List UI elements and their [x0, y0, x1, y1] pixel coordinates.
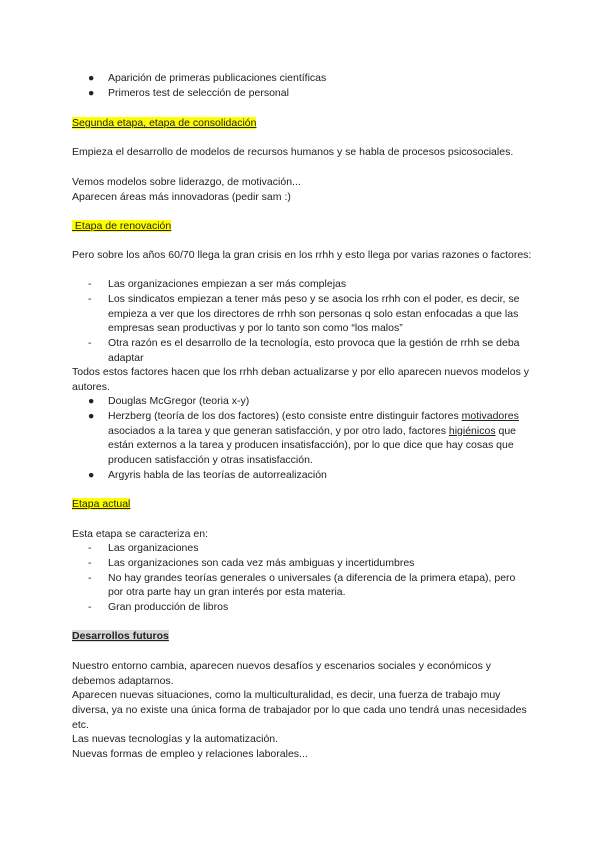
dash-marker: - [88, 542, 92, 554]
list-item: - Las organizaciones son cada vez más ambiguas y incertidumbres [88, 556, 415, 569]
dash-marker: - [88, 601, 92, 614]
paragraph: Vemos modelos sobre liderazgo, de motivación... [72, 176, 301, 188]
section-heading-renovacion: Etapa de renovación [72, 220, 172, 232]
dash-marker: - [88, 292, 92, 305]
list-item: - No hay grandes teorías generales o universales (a diferencia de la primera etapa), pero por otra parte hay un gran interés por esta materia. [88, 571, 516, 599]
section-heading-futuros: Desarrollos futuros [72, 630, 169, 642]
list-item: - Gran producción de libros [88, 601, 229, 614]
dash-marker: - [88, 278, 92, 290]
paragraph: Aparecen áreas más innovadoras (pedir sam :) [72, 191, 291, 203]
list-item: ● Aparición de primeras publicaciones científicas [88, 72, 327, 84]
list-item: - Los sindicatos empiezan a tener más peso y se asocia los rrhh con el poder, es decir, se empieza a ver que los directores de rrhh son personas q solo estan enfocadas a que las empresas sean productivas y por lo tanto son como “los malos” [88, 292, 520, 335]
dash-marker: - [88, 556, 92, 569]
bullet-marker: ● [88, 409, 95, 422]
list-item: ● Argyris habla de las teorías de autorrealización [88, 468, 327, 481]
paragraph: Pero sobre los años 60/70 llega la gran crisis en los rrhh y esto llega por varias razones o factores: [72, 249, 532, 261]
intro-bullet-list [72, 71, 528, 101]
paragraph: Esta etapa se caracteriza en: [72, 528, 208, 540]
term-motivadores: motivadores [461, 409, 519, 422]
list-item: - Otra razón es el desarrollo de la tecnología, esto provoca que la gestión de rrhh se deba adaptar [88, 337, 520, 364]
renovacion-dash-list [72, 277, 528, 366]
list-item: ● Herzberg (teoría de los dos factores) (esto consiste entre distinguir factores motivadores asociados a la tarea y que generan satisfacción, y por otro lado, factores higiénicos que están externos a la tarea y producen insatisfacción), por lo que dice que hay cosas que producen satisfacción y otras insatisfacción. [88, 409, 519, 467]
section-heading-actual: Etapa actual [72, 498, 131, 510]
list-item: ● Douglas McGregor (teoria x-y) [88, 395, 250, 407]
bullet-marker: ● [88, 468, 95, 481]
term-higienicos: higiénicos [448, 424, 496, 437]
actual-dash-list [72, 541, 528, 615]
paragraph: Empieza el desarrollo de modelos de recursos humanos y se habla de procesos psicosociales. [72, 146, 514, 158]
dash-marker: - [88, 571, 92, 584]
dash-marker: - [88, 337, 92, 350]
section-heading-consolidacion: Segunda etapa, etapa de consolidación [72, 117, 257, 129]
list-item: ● Primeros test de selección de personal [88, 86, 289, 99]
list-item: - Las organizaciones empiezan a ser más complejas [88, 278, 347, 290]
paragraph: Aparecen nuevas situaciones, como la multiculturalidad, es decir, una fuerza de trabajo muy diversa, ya no existe una única forma de trabajador por lo que cada uno tendrá unas necesidades etc. [72, 689, 527, 731]
paragraph: Las nuevas tecnologías y la automatización. [72, 733, 279, 745]
bullet-marker: ● [88, 86, 95, 99]
paragraph: Nuevas formas de empleo y relaciones laborales... [72, 748, 308, 760]
paragraph: Todos estos factores hacen que los rrhh deban actualizarse y por ello aparecen nuevos modelos y autores. [72, 366, 530, 393]
bullet-marker: ● [88, 395, 95, 407]
bullet-marker: ● [88, 72, 95, 84]
paragraph: Nuestro entorno cambia, aparecen nuevos desafíos y escenarios sociales y económicos y debemos adaptarnos. [72, 660, 492, 687]
list-item: - Las organizaciones [88, 542, 199, 554]
authors-bullet-list [72, 394, 528, 483]
